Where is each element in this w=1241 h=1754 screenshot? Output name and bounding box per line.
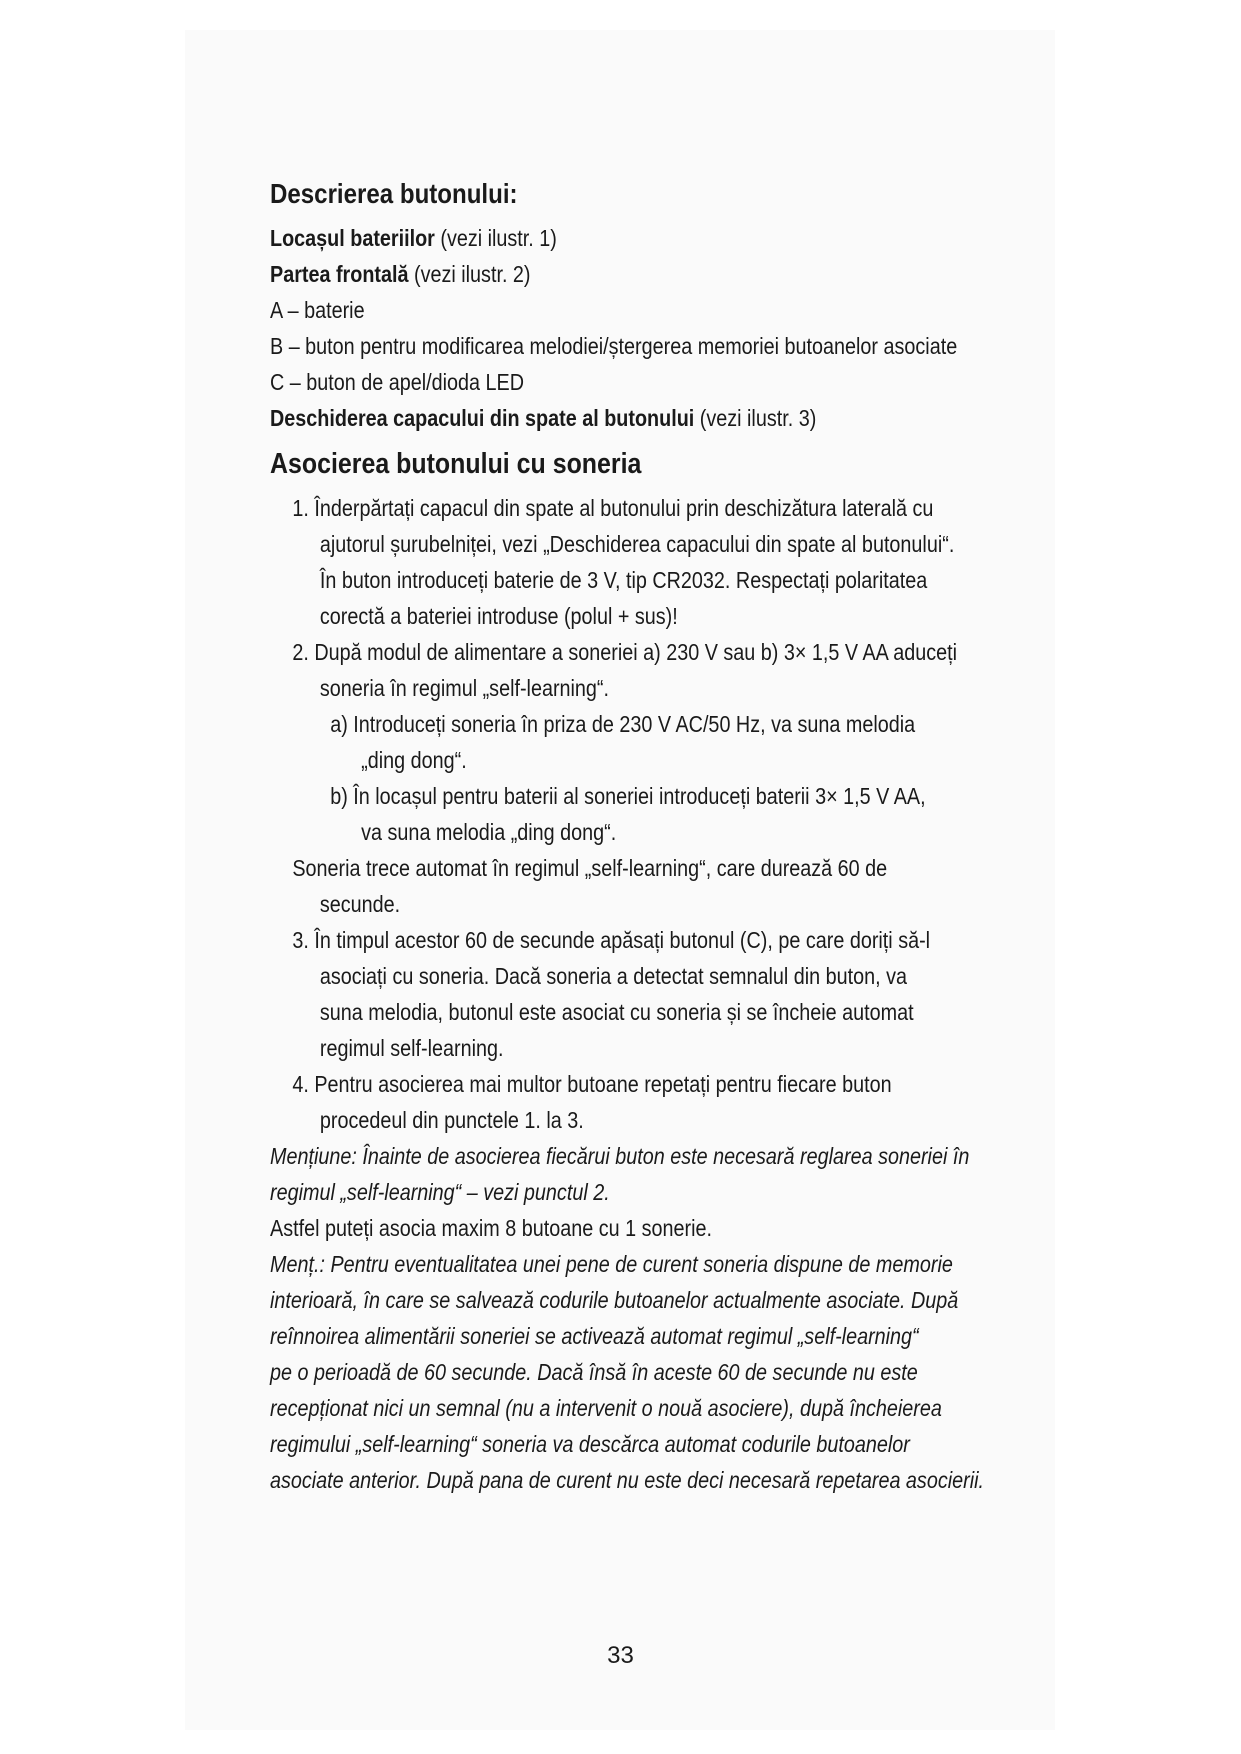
step-2-number: 2. [292,639,309,665]
part-b: B – buton pentru modificarea melodiei/ștergerea memoriei butoanelor asociate [270,333,958,359]
step-4-text-1: Pentru asocierea mai multor butoane repetați pentru fiecare buton [314,1071,892,1097]
document-body [270,176,990,1498]
note-2-line-5: recepționat nici un semnal (nu a intervenit o nouă asociere), după încheierea [270,1395,942,1421]
note-1-line-2: regimul „self-learning“ – vezi punctul 2. [270,1179,610,1205]
note-2-line-2: interioară, în care se salvează codurile butoanelor actualmente asociate. După [270,1287,959,1313]
note-1-line-1: Mențiune: Înainte de asocierea fiecărui buton este necesară reglarea soneriei în [270,1143,970,1169]
note-2-line-7: asociate anterior. După pana de curent nu este deci necesară repetarea asocierii. [270,1467,984,1493]
note-2-line-3: reînnoirea alimentării soneriei se activează automat regimul „self-learning“ [270,1323,919,1349]
step-2b-line-2: va suna melodia „ding dong“. [361,819,617,845]
auto-mode-line-2: secunde. [319,891,401,917]
step-2a-label: a) [330,711,348,737]
step-1-line-2: ajutorul șurubelniței, vezi „Deschiderea capacului din spate al butonului“. [319,531,955,557]
step-2b-line-1 [270,778,990,814]
note-2-line-6: regimului „self-learning“ soneria va descărca automat codurile butoanelor [270,1431,910,1457]
step-2-text-1: După modul de alimentare a soneriei a) 230 V sau b) 3× 1,5 V AA aduceți [314,639,958,665]
cover-opening-label: Deschiderea capacului din spate al butonului [270,405,695,431]
step-3-line-2: asociați cu soneria. Dacă soneria a detectat semnalul din buton, va [319,963,908,989]
step-1-number: 1. [292,495,309,521]
step-1-text-1: Înderpărtați capacul din spate al butonului prin deschizătura laterală cu [314,495,934,521]
step-3-line-4: regimul self-learning. [319,1035,504,1061]
step-1-line-4: corectă a bateriei introduse (polul + sus)! [319,603,678,629]
section-heading-association: Asocierea butonului cu soneria [270,448,642,480]
note-2-line-4: pe o perioadă de 60 secunde. Dacă însă în aceste 60 de secunde nu este [270,1359,918,1385]
cover-opening-line [270,400,990,436]
step-2a-line-1 [270,706,990,742]
auto-mode-line-1: Soneria trece automat în regimul „self-learning“, care durează 60 de [292,855,888,881]
battery-compartment-line [270,220,990,256]
max-buttons-line: Astfel puteți asocia maxim 8 butoane cu 1 sonerie. [270,1215,712,1241]
step-2a-line-2: „ding dong“. [361,747,467,773]
part-c: C – buton de apel/dioda LED [270,369,525,395]
step-2-line-2: soneria în regimul „self-learning“. [319,675,610,701]
step-1-line-1 [270,490,990,526]
step-2b-text-1: În locașul pentru baterii al soneriei introduceți baterii 3× 1,5 V AA, [353,783,926,809]
section-heading-button-description: Descrierea butonului: [270,178,518,209]
step-3-line-3: suna melodia, butonul este asociat cu soneria și se încheie automat [319,999,914,1025]
step-4-line-1 [270,1066,990,1102]
note-2-line-1: Menț.: Pentru eventualitatea unei pene de curent soneria dispune de memorie [270,1251,953,1277]
battery-compartment-label: Locașul bateriilor [270,225,435,251]
page-number: 33 [607,1642,634,1669]
step-1-line-3: În buton introduceți baterie de 3 V, tip CR2032. Respectați polaritatea [319,567,928,593]
front-side-line [270,256,990,292]
step-3-line-1 [270,922,990,958]
battery-compartment-ref: (vezi ilustr. 1) [434,225,557,251]
front-side-ref: (vezi ilustr. 2) [408,261,531,287]
step-3-text-1: În timpul acestor 60 de secunde apăsați butonul (C), pe care doriți să-l [314,927,931,953]
step-4-number: 4. [292,1071,309,1097]
front-side-label: Partea frontală [270,261,409,287]
step-2a-text-1: Introduceți soneria în priza de 230 V AC/50 Hz, va suna melodia [353,711,916,737]
step-2b-label: b) [330,783,348,809]
step-4-line-2: procedeul din punctele 1. la 3. [319,1107,584,1133]
part-a: A – baterie [270,297,365,323]
step-2-line-1 [270,634,990,670]
step-3-number: 3. [292,927,309,953]
cover-opening-ref: (vezi ilustr. 3) [694,405,817,431]
